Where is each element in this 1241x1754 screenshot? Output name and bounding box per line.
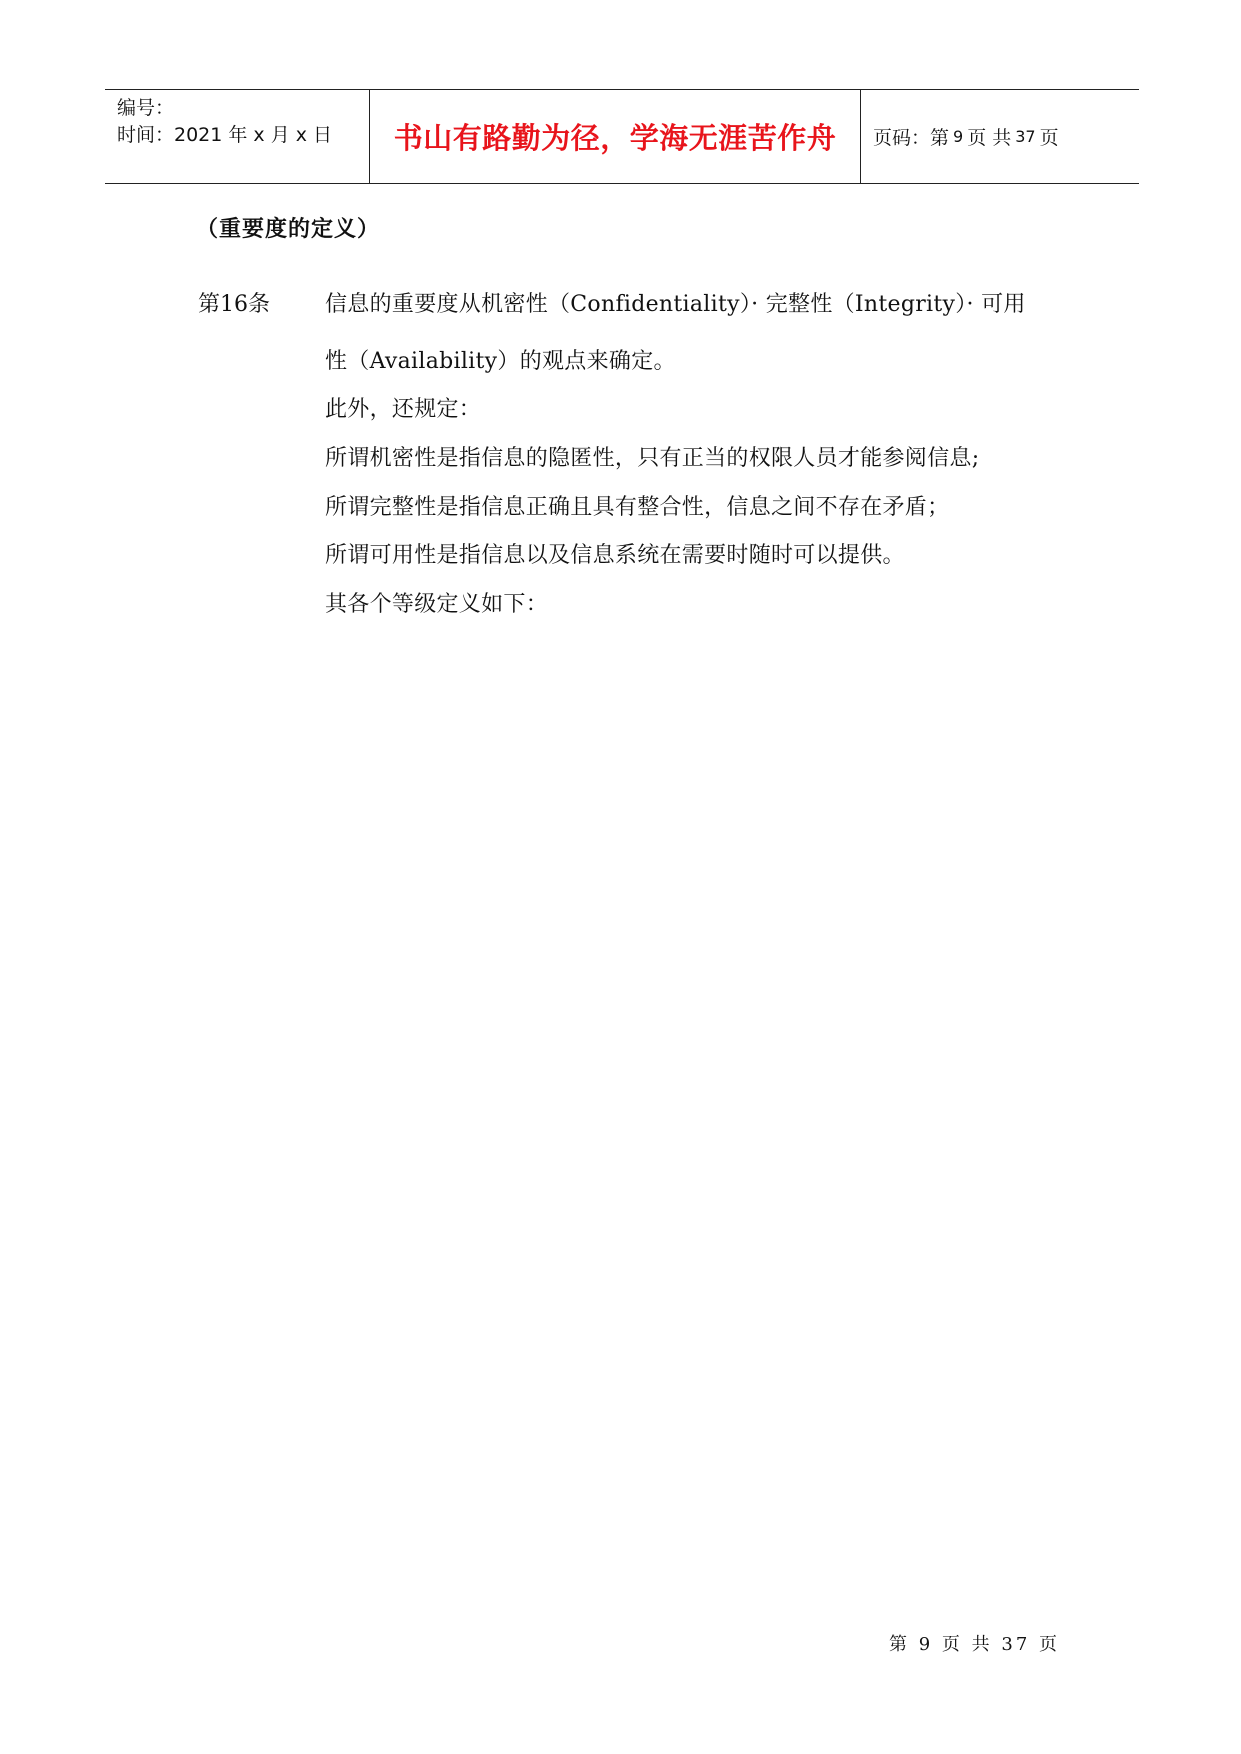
header-meta <box>105 90 370 183</box>
header-page-info <box>861 90 1139 183</box>
page-mid: 页 共 <box>967 127 1012 149</box>
article-line-5: 所谓完整性是指信息正确且具有整合性，信息之间不存在矛盾； <box>325 495 950 520</box>
article-number: 第16条 <box>198 292 270 317</box>
page-prefix: 页码：第 <box>873 127 950 149</box>
page-number: 9 <box>953 127 964 146</box>
time-label: 时间：2021 年 x 月 x 日 <box>117 124 333 146</box>
page-total: 37 <box>1015 127 1036 146</box>
article-line-6: 所谓可用性是指信息以及信息系统在需要时随时可以提供。 <box>325 543 905 568</box>
section-title: （重要度的定义） <box>196 217 381 242</box>
article-line-7: 其各个等级定义如下： <box>325 592 549 617</box>
page-suffix: 页 <box>1039 127 1059 149</box>
article-line-2: 性（Availability）的观点来确定。 <box>325 349 676 374</box>
article-line-4: 所谓机密性是指信息的隐匿性，只有正当的权限人员才能参阅信息; <box>325 446 980 471</box>
number-label: 编号： <box>117 97 175 119</box>
page-header <box>105 89 1139 184</box>
article-line-3: 此外，还规定： <box>325 397 482 422</box>
page-footer: 第 9 页 共 37 页 <box>889 1634 1060 1655</box>
article-line-1: 信息的重要度从机密性（Confidentiality）· 完整性（Integrity）· 可用 <box>325 292 1026 317</box>
header-motto: 书山有路勤为径，学海无涯苦作舟 <box>370 90 861 183</box>
